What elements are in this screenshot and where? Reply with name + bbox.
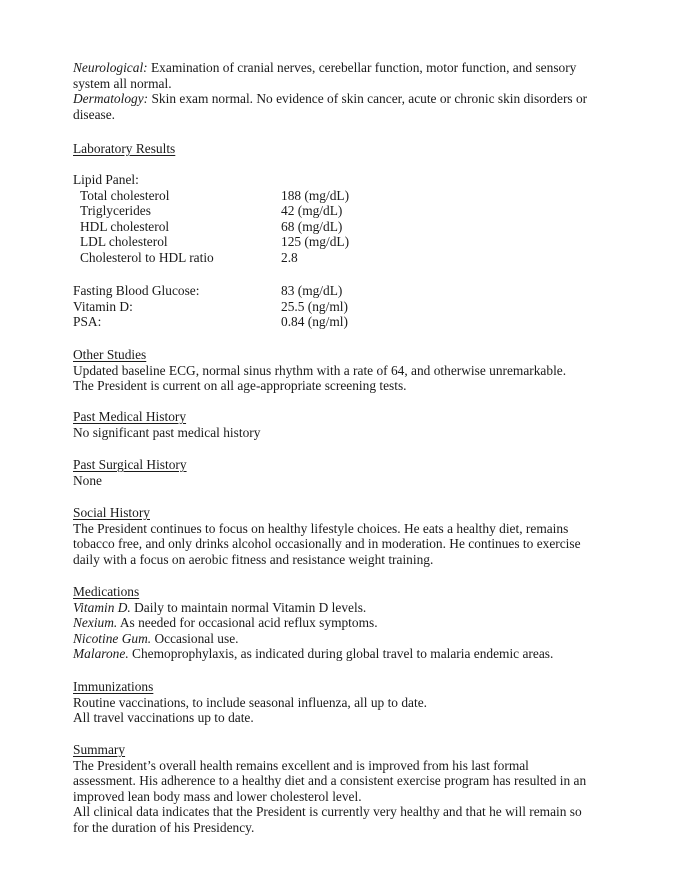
lab-row xyxy=(73,203,633,219)
other-studies-line-2: The President is current on all age-appropriate screening tests. xyxy=(73,378,407,394)
lab-label: HDL cholesterol xyxy=(80,218,170,234)
immunizations-line-2: All travel vaccinations up to date. xyxy=(73,710,254,726)
lab-value: 83 (mg/dL) xyxy=(281,283,343,298)
medications-heading: Medications xyxy=(73,584,140,599)
past-medical-section xyxy=(73,409,633,440)
lab-value: 42 (mg/dL) xyxy=(281,203,343,219)
neuro-label: Neurological: xyxy=(73,60,148,75)
medication-text: Daily to maintain normal Vitamin D levels. xyxy=(134,599,367,615)
medication-name: Vitamin D. xyxy=(73,599,131,615)
derm-text-1: Skin exam normal. No evidence of skin cancer, acute or chronic skin disorders or xyxy=(151,91,588,107)
medication-text: Chemoprophylaxis, as indicated during global travel to malaria endemic areas. xyxy=(132,646,554,662)
lab-row xyxy=(73,219,633,235)
summary-line-5: for the duration of his Presidency. xyxy=(73,819,255,835)
past-medical-text: No significant past medical history xyxy=(73,424,261,440)
lab-row xyxy=(73,188,633,204)
immunizations-heading: Immunizations xyxy=(73,679,154,694)
lab-value: 25.5 (ng/ml) xyxy=(281,298,348,314)
social-history-line-2: tobacco free, and only drinks alcohol occasionally and in moderation. He continues to exercise xyxy=(73,536,581,552)
medication-name: Nexium. xyxy=(73,615,118,631)
lab-label: PSA: xyxy=(73,314,102,330)
medication-item xyxy=(73,600,633,616)
derm-label: Dermatology: xyxy=(73,91,149,107)
neuro-line-1 xyxy=(73,60,633,76)
lab-label: Total cholesterol xyxy=(80,187,170,203)
summary-line-4: All clinical data indicates that the President is currently very healthy and that he will remain so xyxy=(73,804,582,820)
medication-item xyxy=(73,615,633,631)
lab-row xyxy=(73,314,633,330)
medication-name: Malarone. xyxy=(73,646,129,662)
lab-value: 68 (mg/dL) xyxy=(281,218,343,234)
lab-results-heading: Laboratory Results xyxy=(73,141,176,156)
lab-value: 2.8 xyxy=(281,249,298,265)
medications-section xyxy=(73,584,633,662)
other-studies-line-1: Updated baseline ECG, normal sinus rhythm with a rate of 64, and otherwise unremarkable. xyxy=(73,362,567,378)
exam-findings xyxy=(73,60,633,122)
neuro-text-2: system all normal. xyxy=(73,75,172,91)
medication-name: Nicotine Gum. xyxy=(73,630,152,646)
lab-value: 125 (mg/dL) xyxy=(281,234,350,250)
lab-value: 188 (mg/dL) xyxy=(281,187,350,203)
social-history-line-3: daily with a focus on aerobic fitness and resistance weight training. xyxy=(73,551,434,567)
lab-row xyxy=(73,250,633,266)
lab-label: Vitamin D: xyxy=(73,298,133,314)
lab-results-section xyxy=(73,141,633,157)
neuro-text-1: Examination of cranial nerves, cerebellar function, motor function, and sensory xyxy=(151,60,577,75)
summary-line-2: assessment. His adherence to a healthy diet and a consistent exercise program has resulted in an xyxy=(73,773,587,789)
past-surgical-heading: Past Surgical History xyxy=(73,457,187,472)
summary-section xyxy=(73,742,633,836)
medication-text: Occasional use. xyxy=(154,630,239,646)
lab-row xyxy=(73,283,633,299)
other-labs xyxy=(73,283,633,330)
summary-line-3: improved lean body mass and lower cholesterol level. xyxy=(73,788,362,804)
past-surgical-section xyxy=(73,457,633,488)
lab-label: Cholesterol to HDL ratio xyxy=(80,249,214,265)
lab-value: 0.84 (ng/ml) xyxy=(281,314,348,330)
other-studies-heading: Other Studies xyxy=(73,347,147,362)
summary-heading: Summary xyxy=(73,742,126,757)
lab-row xyxy=(73,299,633,315)
lab-label: Fasting Blood Glucose: xyxy=(73,283,200,298)
immunizations-line-1: Routine vaccinations, to include seasonal influenza, all up to date. xyxy=(73,694,428,710)
lab-row xyxy=(73,234,633,250)
medication-item xyxy=(73,631,633,647)
immunizations-section xyxy=(73,679,633,726)
social-history-line-1: The President continues to focus on healthy lifestyle choices. He eats a healthy diet, remains xyxy=(73,520,569,536)
summary-line-1: The President’s overall health remains excellent and is improved from his last formal xyxy=(73,757,529,773)
social-history-section xyxy=(73,505,633,567)
social-history-heading: Social History xyxy=(73,505,150,520)
medication-item xyxy=(73,646,633,662)
past-surgical-text: None xyxy=(73,472,103,488)
past-medical-heading: Past Medical History xyxy=(73,409,187,424)
lab-label: Triglycerides xyxy=(80,203,151,219)
lipid-panel xyxy=(73,172,633,266)
medication-text: As needed for occasional acid reflux symptoms. xyxy=(119,615,378,631)
derm-line-1 xyxy=(73,91,633,107)
other-studies-section xyxy=(73,347,633,394)
lipid-panel-heading: Lipid Panel: xyxy=(73,172,139,187)
derm-text-2: disease. xyxy=(73,106,116,122)
lab-label: LDL cholesterol xyxy=(80,234,168,250)
